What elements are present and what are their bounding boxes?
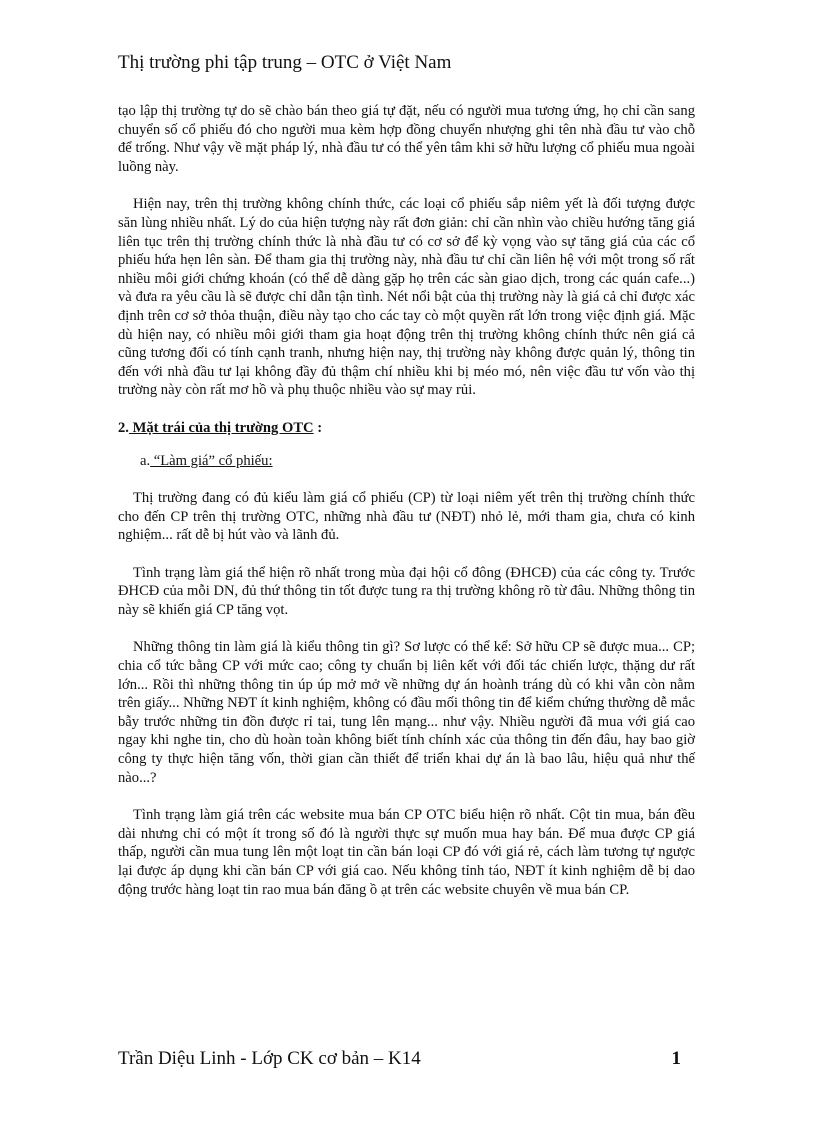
paragraph-3: Thị trường đang có đủ kiểu làm giá cổ phiếu (CP) từ loại niêm yết trên thị trường chính thức cho đến CP trên thị trường OTC, những nhà đầu tư (NĐT) nhỏ lẻ, mới tham gia, chưa có kinh nghiệm... rất dễ bị hút vào và lãnh đủ.	[118, 489, 695, 544]
paragraph-1: tạo lập thị trường tự do sẽ chào bán theo giá tự đặt, nếu có người mua tương ứng, họ chỉ cần sang chuyển số cổ phiếu đó cho người mua kèm hợp đồng chuyển nhượng ghi tên nhà đầu tư vào chỗ để trống. Như vậy về mặt pháp lý, nhà đầu tư có thể yên tâm khi sở hữu lượng cổ phiếu mua ngoài luồng này.	[118, 103, 695, 175]
paragraph-6: Tình trạng làm giá trên các website mua bán CP OTC biểu hiện rõ nhất. Cột tin mua, bán đều dài nhưng chỉ có một ít trong số đó là người thực sự muốn mua hay bán. Để mua được CP giá thấp, người cần mua tung lên một loạt tin cần bán loại CP đó với giá rẻ, cách làm tương tự ngược lại được áp dụng khi cần bán CP với giá cao. Nếu không tỉnh táo, NĐT ít kinh nghiệm dễ bị dao động trước hàng loạt tin rao mua bán đăng ồ ạt trên các website chuyên về mua bán CP.	[118, 807, 695, 898]
paragraph-5: Những thông tin làm giá là kiểu thông tin gì? Sơ lược có thể kể: Sở hữu CP sẽ được mua... CP; chia cổ tức bằng CP với mức cao; công ty chuẩn bị liên kết với đối tác chiến lược, thặng dư rất lớn... Rồi thì những thông tin úp úp mở mở về những dự án hoành tráng dù có khi vẫn còn nằm trên giấy... Những NĐT ít kinh nghiệm, không có đầu mối thông tin để kiểm chứng thường dễ mắc bẫy trước những tin đồn được rỉ tai, tung lên mạng... như vậy. Nhiều người đã mua với giá cao ngay khi nghe tin, cho dù hoàn toàn không biết tính chính xác của thông tin đến đâu, hay bao giờ công ty thực hiện tăng vốn, thời gian cần thiết để triển khai dự án là bao lâu, hiệu quả như thế nào...?	[118, 639, 695, 786]
section-heading	[118, 419, 695, 438]
sub-heading-suffix: :	[268, 452, 273, 469]
section-title: Mặt trái của thị trường OTC	[128, 419, 314, 436]
footer-author: Trần Diệu Linh - Lớp CK cơ bản – K14	[118, 1048, 421, 1069]
section-suffix: :	[313, 419, 323, 436]
sub-heading-title: “Làm giá” cổ phiếu	[150, 452, 269, 469]
paragraph-4: Tình trạng làm giá thể hiện rõ nhất trong mùa đại hội cổ đông (ĐHCĐ) của các công ty. Trước ĐHCĐ của mỗi DN, đủ thứ thông tin tốt được tung ra thị trường không rõ từ đâu. Những thông tin này sẽ khiến giá CP tăng vọt.	[118, 564, 695, 618]
sub-heading-prefix: a.	[140, 452, 151, 469]
page-header-title: Thị trường phi tập trung – OTC ở Việt Nam	[118, 52, 452, 73]
page-number: 1	[671, 1048, 681, 1069]
section-number: 2.	[118, 419, 129, 436]
paragraph-2: Hiện nay, trên thị trường không chính thức, các loại cổ phiếu sắp niêm yết là đối tượng được săn lùng nhiều nhất. Lý do của hiện tượng này rất đơn giản: chỉ cần nhìn vào chiều hướng tăng giá liên tục trên thị trường chính thức là nhà đầu tư có cơ sở để kỳ vọng vào sự tăng giá của các cổ phiếu hứa hẹn lên sàn. Để tham gia thị trường này, nhà đầu tư chỉ cần liên hệ với một trong số rất nhiều môi giới chứng khoán (có thể dễ dàng gặp họ trên các sàn giao dịch, trong các quán cafe...) và đưa ra yêu cầu là sẽ được chỉ dẫn tận tình. Nét nổi bật của thị trường này là giá cả chỉ được xác định trên cơ sở thỏa thuận, điều này tạo cho các tay cò một quyền rất lớn trong việc định giá. Mặc dù hiện nay, có nhiều môi giới tham gia hoạt động trên thị trường không chính thức nên giá cả cũng tương đối có tính cạnh tranh, nhưng hiện nay, thị trường này không được quản lý, thông tin đến với nhà đầu tư lại không đầy đủ thậm chí nhiều khi bị méo mó, nên việc đầu tư vốn vào thị trường này còn rất mơ hồ và phụ thuộc nhiều vào sự may rủi.	[118, 196, 695, 399]
document-body	[118, 102, 695, 899]
sub-heading	[140, 452, 695, 471]
